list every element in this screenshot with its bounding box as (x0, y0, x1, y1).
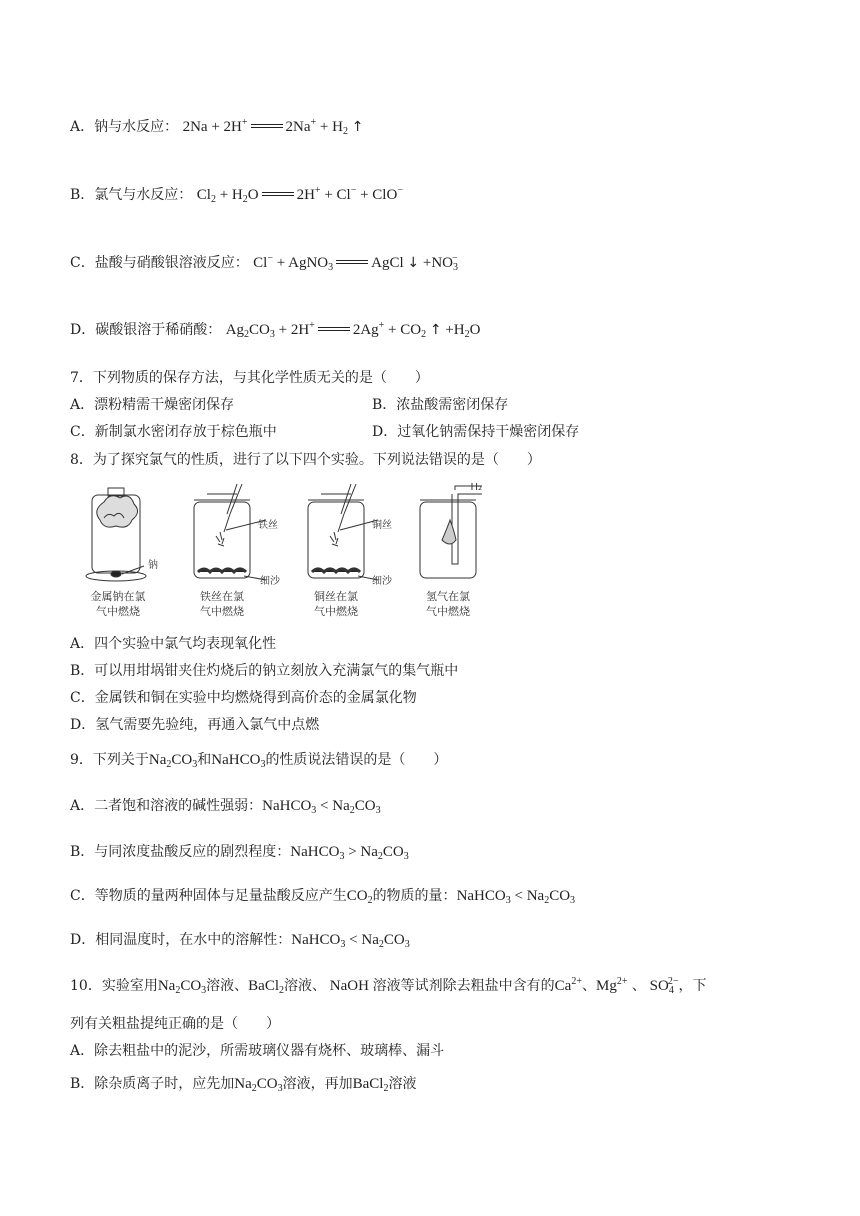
label-iron-wire: 铁丝 (258, 520, 278, 531)
q10-option-a: A．除去粗盐中的泥沙，所需玻璃仪器有烧杯、玻璃棒、漏斗 (70, 1043, 445, 1059)
q7-option-d: D．过氧化钠需保持干燥密闭保存 (372, 424, 580, 440)
caption-1-line-1: 金属钠在氯 (90, 590, 146, 603)
q7-stem: 7．下列物质的保存方法，与其化学性质无关的是（ ） (70, 370, 429, 386)
q8-option-c: C．金属铁和铜在实验中均燃烧得到高价态的金属氯化物 (70, 690, 417, 706)
q7-option-b: B．浓盐酸需密闭保存 (372, 397, 509, 413)
q8-option-b: B．可以用坩埚钳夹住灼烧后的钠立刻放入充满氯气的集气瓶中 (70, 663, 459, 679)
q8-option-a: A．四个实验中氯气均表现氧化性 (70, 636, 277, 652)
q8-option-d: D．氢气需要先验纯，再通入氯气中点燃 (70, 717, 320, 733)
q6-b-equation: $Cl_2 + H_2O$ 2H+ + Cl− + ClO− (196, 185, 403, 205)
label-copper-wire: 铜丝 (372, 520, 392, 531)
q9-option-b: B．与同浓度盐酸反应的剧烈程度：NaHCO$_3$ > $Na_2CO_3$ (70, 844, 409, 862)
q6-option-a: A．钠与水反应： 2Na + 2H+ $2Na^+ + H_2$ ↑ (70, 117, 364, 137)
caption-2-line-1: 铁丝在氯 (200, 590, 244, 603)
caption-2-line-2: 气中燃烧 (200, 605, 244, 618)
q7-option-a: A．漂粉精需干燥密闭保存 (70, 397, 235, 413)
hydrogen-apparatus (420, 486, 482, 578)
q7-option-c: C．新制氯水密闭存放于棕色瓶中 (70, 424, 277, 440)
q9-option-c: C．等物质的量两种固体与足量盐酸反应产生$CO_2$的物质的量：NaHCO$_3$ < $Na_2CO_3$ (70, 888, 576, 906)
label-sand-2: 细沙 (372, 576, 392, 587)
caption-1-line-2: 气中燃烧 (96, 605, 140, 618)
q6-c-equation: Cl− + AgNO$_3$ AgCl ↓ $+NO_3^-$ (253, 253, 459, 273)
label-sodium: 钠 (148, 560, 158, 571)
q6-a-equation: 2Na + 2H+ $2Na^+ + H_2$ ↑ (182, 117, 364, 137)
copper-wire-apparatus (308, 484, 378, 580)
q6-option-b: B．氯气与水反应： $Cl_2 + H_2O$ 2H+ + Cl− + ClO− (70, 185, 403, 205)
q9-stem: 9．下列关于$Na_2CO_3$和NaHCO$_3$的性质说法错误的是（ ） (70, 752, 448, 770)
q6-option-d: D．碳酸银溶于稀硝酸： $Ag_2CO_3 + 2H^+$ $2Ag^+ + CO_2$ ↑ $+H_2O$ (70, 320, 481, 340)
caption-3-line-1: 铜丝在氯 (314, 590, 358, 603)
q10-option-b: B．除杂质离子时，应先加$Na_2CO_3$溶液，再加BaCl$_2$溶液 (70, 1076, 417, 1094)
q9-option-a: A．二者饱和溶液的碱性强弱：NaHCO$_3$ < $Na_2CO_3$ (70, 798, 381, 816)
label-h2: H₂ (470, 482, 482, 493)
q10-stem-line-2: 列有关粗盐提纯正确的是（ ） (70, 1016, 280, 1032)
caption-4-line-2: 气中燃烧 (426, 605, 470, 618)
iron-wire-apparatus (194, 484, 266, 580)
q9-option-d: D．相同温度时，在水中的溶解性：NaHCO$_3$ < $Na_2CO_3$ (70, 932, 410, 950)
caption-4-line-1: 氢气在氯 (426, 590, 470, 603)
sodium-apparatus (86, 488, 146, 581)
q8-experiment-figure (82, 480, 482, 625)
q6-option-c: C．盐酸与硝酸银溶液反应： Cl− + AgNO$_3$ AgCl ↓ $+NO_3^-$ (70, 253, 459, 273)
q6-d-equation: $Ag_2CO_3 + 2H^+$ $2Ag^+ + CO_2$ ↑ $+H_2O$ (225, 320, 481, 340)
q8-stem: 8．为了探究氯气的性质，进行了以下四个实验。下列说法错误的是（ ） (70, 452, 541, 468)
label-sand-1: 细沙 (260, 576, 280, 587)
caption-3-line-2: 气中燃烧 (314, 605, 358, 618)
q10-stem-line-1: 10．实验室用$Na_2CO_3$溶液、BaCl$_2$溶液、 NaOH 溶液等试剂除去粗盐中含有的$Ca^{2+}$、$Mg^{2+}$ 、 $SO_4^{2-}$，下 (70, 976, 707, 996)
